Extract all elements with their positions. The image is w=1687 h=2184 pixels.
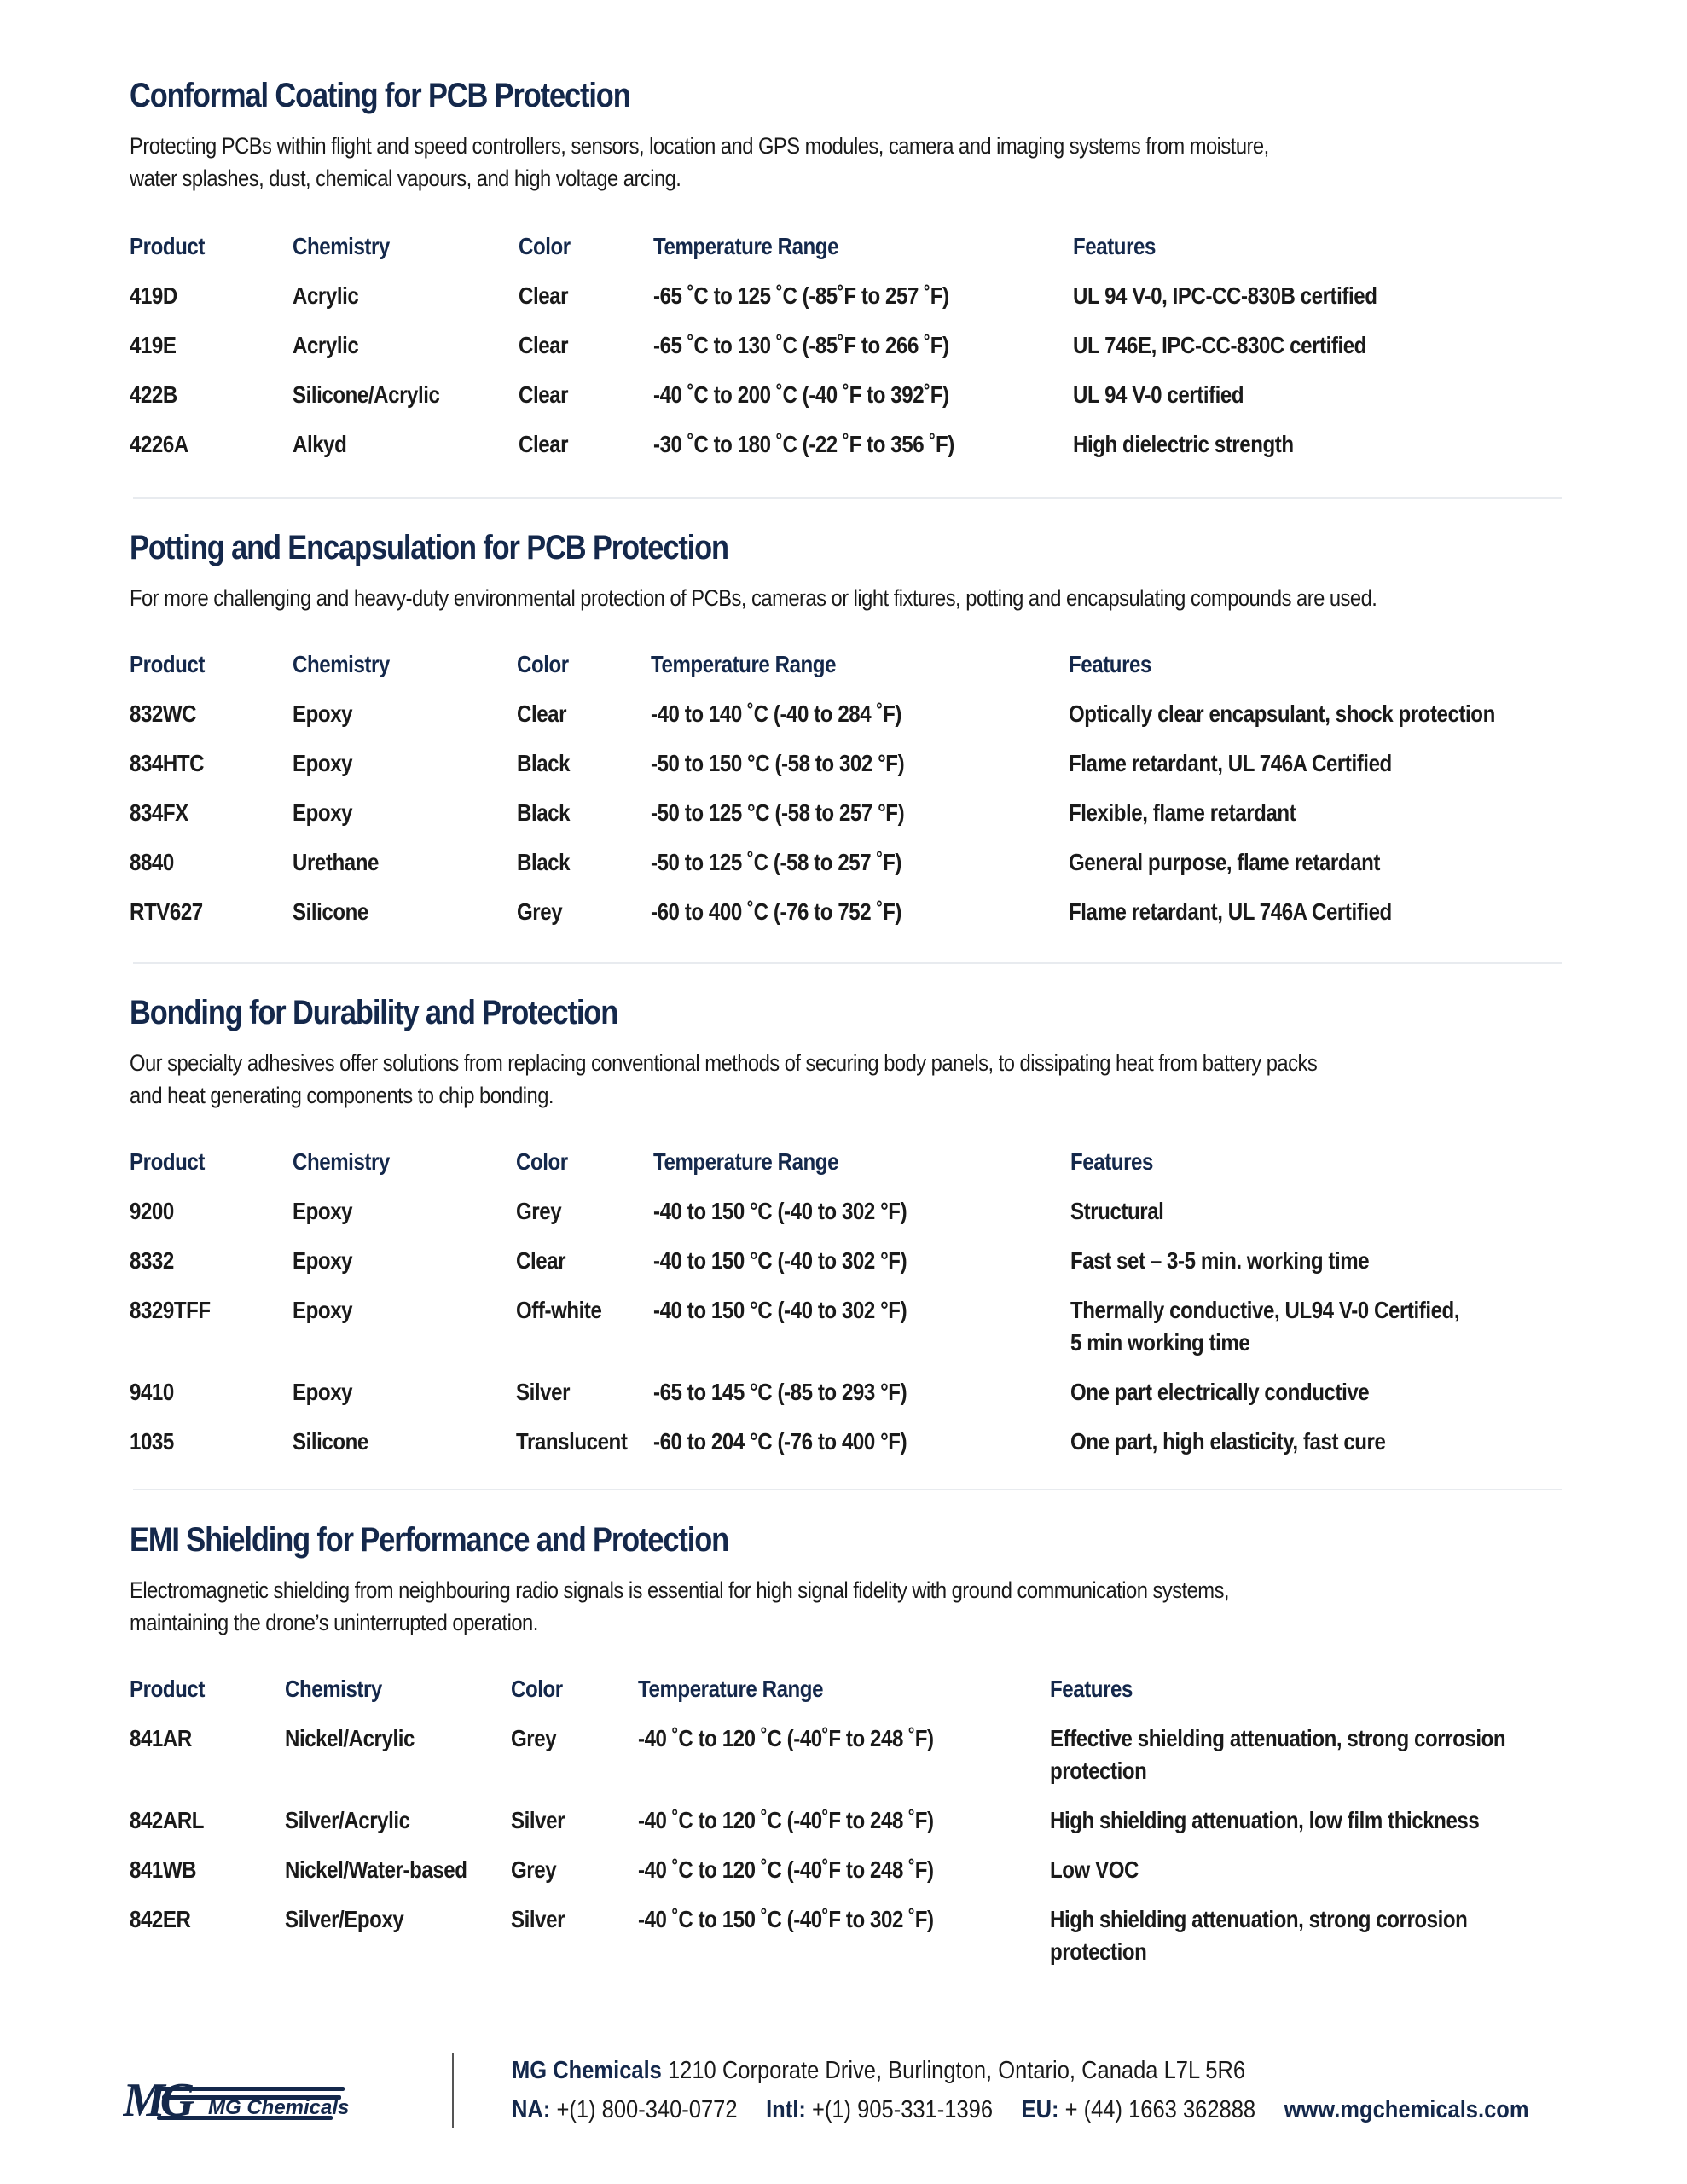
table-row: [130, 329, 1580, 379]
product-code: 8329TFF: [130, 1297, 211, 1323]
temperature-range: -50 to 150 °C (-58 to 302 °F): [651, 750, 905, 776]
product-code: 834HTC: [130, 750, 205, 776]
product-table: [130, 648, 1580, 945]
temperature-range: -30 ˚C to 180 ˚C (-22 ˚F to 356 ˚F): [653, 431, 955, 457]
table-row: [130, 896, 1580, 945]
chemistry: Silicone: [292, 898, 368, 925]
features: Thermally conductive, UL94 V-0 Certified, 5 min working time: [1070, 1297, 1459, 1356]
table-row: [130, 280, 1580, 329]
color: Black: [516, 750, 570, 776]
table-row: [130, 1376, 1580, 1426]
chemistry: Epoxy: [292, 1379, 352, 1405]
table-row: [130, 1722, 1580, 1804]
chemistry: Epoxy: [292, 700, 352, 727]
features: Flame retardant, UL 746A Certified: [1068, 750, 1392, 776]
table-header-row: [130, 1146, 1580, 1195]
footer-divider: [452, 2053, 454, 2128]
features: High dielectric strength: [1073, 431, 1295, 457]
temperature-range: -40 ˚C to 120 ˚C (-40˚F to 248 ˚F): [638, 1856, 934, 1883]
product-code: 419E: [130, 332, 177, 358]
color: Grey: [516, 1198, 562, 1224]
product-code: 9410: [130, 1379, 174, 1405]
product-code: 422B: [130, 381, 177, 408]
product-code: 1035: [130, 1428, 174, 1455]
section-bonding: [130, 992, 1580, 1455]
features: Fast set – 3-5 min. working time: [1070, 1247, 1370, 1274]
table-row: [130, 1195, 1580, 1245]
temperature-range: -40 to 140 ˚C (-40 to 284 ˚F): [651, 700, 902, 727]
product-code: 9200: [130, 1198, 174, 1224]
temperature-range: -40 ˚C to 200 ˚C (-40 ˚F to 392˚F): [653, 381, 949, 408]
features: Structural: [1070, 1198, 1164, 1224]
features: UL 94 V-0, IPC-CC-830B certified: [1073, 282, 1377, 309]
chemistry: Acrylic: [292, 332, 359, 358]
table-row: [130, 797, 1580, 846]
color: Silver: [516, 1379, 571, 1405]
features: One part, high elasticity, fast cure: [1070, 1428, 1386, 1455]
product-code: 4226A: [130, 431, 188, 457]
column-header: Color: [519, 233, 571, 259]
temperature-range: -40 ˚C to 120 ˚C (-40˚F to 248 ˚F): [638, 1807, 934, 1833]
table-row: [130, 1426, 1580, 1475]
intl-phone: +(1) 905-331-1396: [811, 2096, 994, 2123]
table-row: [130, 846, 1580, 896]
section-description: For more challenging and heavy-duty environmental protection of PCBs, cameras or light fixtures, potting and encapsulating compounds are used.: [130, 585, 1377, 611]
chemistry: Silver/Epoxy: [284, 1906, 404, 1932]
svg-text:MG Chemicals: MG Chemicals: [208, 2096, 350, 2119]
table-header-row: [130, 230, 1580, 280]
product-code: 8332: [130, 1247, 174, 1274]
features: Low VOC: [1049, 1856, 1139, 1883]
column-header: Features: [1073, 233, 1157, 259]
features: High shielding attenuation, strong corrosion protection: [1049, 1906, 1468, 1965]
chemistry: Nickel/Water-based: [284, 1856, 467, 1883]
column-header: Color: [516, 651, 569, 677]
color: Black: [516, 799, 570, 826]
column-header: Product: [130, 1676, 205, 1702]
section-emi-shielding: [130, 1519, 1580, 1965]
table-header-row: [130, 1673, 1580, 1722]
color: Clear: [516, 1247, 566, 1274]
product-code: RTV627: [130, 898, 203, 925]
section-title: Conformal Coating for PCB Protection: [130, 77, 630, 114]
temperature-range: -50 to 125 ˚C (-58 to 257 ˚F): [651, 849, 902, 875]
temperature-range: -65 ˚C to 125 ˚C (-85˚F to 257 ˚F): [653, 282, 949, 309]
column-header: Temperature Range: [651, 651, 837, 677]
column-header: Chemistry: [292, 1148, 390, 1175]
features: One part electrically conductive: [1070, 1379, 1370, 1405]
column-header: Chemistry: [292, 651, 390, 677]
column-header: Temperature Range: [652, 1148, 838, 1175]
chemistry: Nickel/Acrylic: [284, 1725, 415, 1751]
section-title: EMI Shielding for Performance and Protection: [130, 1521, 728, 1559]
na-phone: +(1) 800-340-0772: [556, 2096, 738, 2123]
color: Clear: [519, 381, 569, 408]
features: High shielding attenuation, low film thickness: [1049, 1807, 1480, 1833]
color: Grey: [516, 898, 562, 925]
section-description: Our specialty adhesives offer solutions from replacing conventional methods of securing body panels, to dissipating heat from battery packs and heat generating components to chip bonding.: [130, 1050, 1318, 1108]
eu-phone: + (44) 1663 362888: [1064, 2096, 1256, 2123]
table-row: [130, 1804, 1580, 1854]
column-header: Features: [1070, 1148, 1153, 1175]
color: Grey: [511, 1725, 557, 1751]
column-header: Product: [130, 233, 205, 259]
na-label: NA:: [512, 2096, 551, 2123]
column-header: Color: [516, 1148, 568, 1175]
color: Clear: [519, 332, 569, 358]
temperature-range: -40 to 150 °C (-40 to 302 °F): [652, 1247, 907, 1274]
chemistry: Acrylic: [292, 282, 359, 309]
color: Silver: [511, 1906, 565, 1932]
temperature-range: -40 to 150 °C (-40 to 302 °F): [652, 1297, 907, 1323]
color: Silver: [511, 1807, 565, 1833]
features: General purpose, flame retardant: [1068, 849, 1380, 875]
section-title: Potting and Encapsulation for PCB Protection: [130, 529, 728, 566]
chemistry: Silver/Acrylic: [284, 1807, 410, 1833]
column-header: Features: [1068, 651, 1151, 677]
company-name: MG Chemicals: [512, 2057, 662, 2084]
intl-label: Intl:: [766, 2096, 806, 2123]
product-code: 8840: [130, 849, 174, 875]
product-table: [130, 1146, 1580, 1475]
temperature-range: -50 to 125 °C (-58 to 257 °F): [651, 799, 905, 826]
table-row: [130, 698, 1580, 747]
section-title: Bonding for Durability and Protection: [130, 994, 618, 1031]
features: Flame retardant, UL 746A Certified: [1068, 898, 1392, 925]
chemistry: Epoxy: [292, 799, 352, 826]
chemistry: Alkyd: [292, 431, 347, 457]
footer: [123, 2039, 1580, 2133]
section-potting-encapsulation: [130, 527, 1580, 925]
temperature-range: -40 to 150 °C (-40 to 302 °F): [652, 1198, 907, 1224]
section-divider: [133, 962, 1562, 964]
chemistry: Silicone: [292, 1428, 368, 1455]
table-row: [130, 428, 1580, 478]
footer-contact: [512, 2051, 1529, 2129]
product-code: 419D: [130, 282, 177, 309]
table-header-row: [130, 648, 1580, 698]
table-row: [130, 1903, 1580, 1985]
chemistry: Epoxy: [292, 1198, 352, 1224]
color: Translucent: [516, 1428, 628, 1455]
section-description: Electromagnetic shielding from neighbouring radio signals is essential for high signal fidelity with ground communication systems, maintaining the drone’s uninterrupted operation.: [130, 1577, 1230, 1635]
chemistry: Urethane: [292, 849, 379, 875]
chemistry: Epoxy: [292, 1297, 352, 1323]
table-row: [130, 1854, 1580, 1903]
product-code: 842ARL: [130, 1807, 205, 1833]
table-row: [130, 747, 1580, 797]
temperature-range: -40 ˚C to 150 ˚C (-40˚F to 302 ˚F): [638, 1906, 934, 1932]
product-code: 832WC: [130, 700, 197, 727]
chemistry: Silicone/Acrylic: [292, 381, 440, 408]
table-row: [130, 1294, 1580, 1376]
color: Black: [516, 849, 570, 875]
features: UL 94 V-0 certified: [1073, 381, 1244, 408]
color: Clear: [516, 700, 566, 727]
product-table: [130, 1673, 1580, 1985]
section-description: Protecting PCBs within flight and speed controllers, sensors, location and GPS modules, camera and imaging systems from moisture, water splashes, dust, chemical vapours, and high voltage arcing.: [130, 133, 1269, 191]
chemistry: Epoxy: [292, 750, 352, 776]
section-conformal-coating: [130, 75, 1580, 457]
column-header: Temperature Range: [638, 1676, 824, 1702]
product-code: 842ER: [130, 1906, 191, 1932]
column-header: Product: [130, 651, 205, 677]
features: Effective shielding attenuation, strong corrosion protection: [1049, 1725, 1506, 1784]
product-code: 841WB: [130, 1856, 197, 1883]
temperature-range: -60 to 204 °C (-76 to 400 °F): [652, 1428, 907, 1455]
features: Optically clear encapsulant, shock protection: [1068, 700, 1495, 727]
color: Off-white: [516, 1297, 602, 1323]
color: Clear: [519, 282, 569, 309]
company-address: 1210 Corporate Drive, Burlington, Ontario, Canada L7L 5R6: [667, 2057, 1246, 2084]
svg-text:MG: MG: [123, 2074, 190, 2127]
table-row: [130, 379, 1580, 428]
product-table: [130, 230, 1580, 478]
column-header: Product: [130, 1148, 205, 1175]
temperature-range: -65 to 145 °C (-85 to 293 °F): [652, 1379, 907, 1405]
chemistry: Epoxy: [292, 1247, 352, 1274]
website-link[interactable]: www.mgchemicals.com: [1284, 2096, 1529, 2123]
column-header: Features: [1049, 1676, 1133, 1702]
temperature-range: -40 ˚C to 120 ˚C (-40˚F to 248 ˚F): [638, 1725, 934, 1751]
color: Clear: [519, 431, 569, 457]
column-header: Temperature Range: [653, 233, 839, 259]
features: Flexible, flame retardant: [1068, 799, 1296, 826]
mg-chemicals-logo: [123, 2066, 353, 2135]
color: Grey: [511, 1856, 557, 1883]
column-header: Color: [511, 1676, 563, 1702]
product-code: 841AR: [130, 1725, 192, 1751]
features: UL 746E, IPC-CC-830C certified: [1073, 332, 1367, 358]
temperature-range: -60 to 400 ˚C (-76 to 752 ˚F): [651, 898, 902, 925]
table-row: [130, 1245, 1580, 1294]
temperature-range: -65 ˚C to 130 ˚C (-85˚F to 266 ˚F): [653, 332, 949, 358]
column-header: Chemistry: [292, 233, 390, 259]
section-divider: [133, 497, 1562, 499]
section-divider: [133, 1489, 1562, 1490]
product-code: 834FX: [130, 799, 188, 826]
eu-label: EU:: [1021, 2096, 1059, 2123]
column-header: Chemistry: [284, 1676, 382, 1702]
